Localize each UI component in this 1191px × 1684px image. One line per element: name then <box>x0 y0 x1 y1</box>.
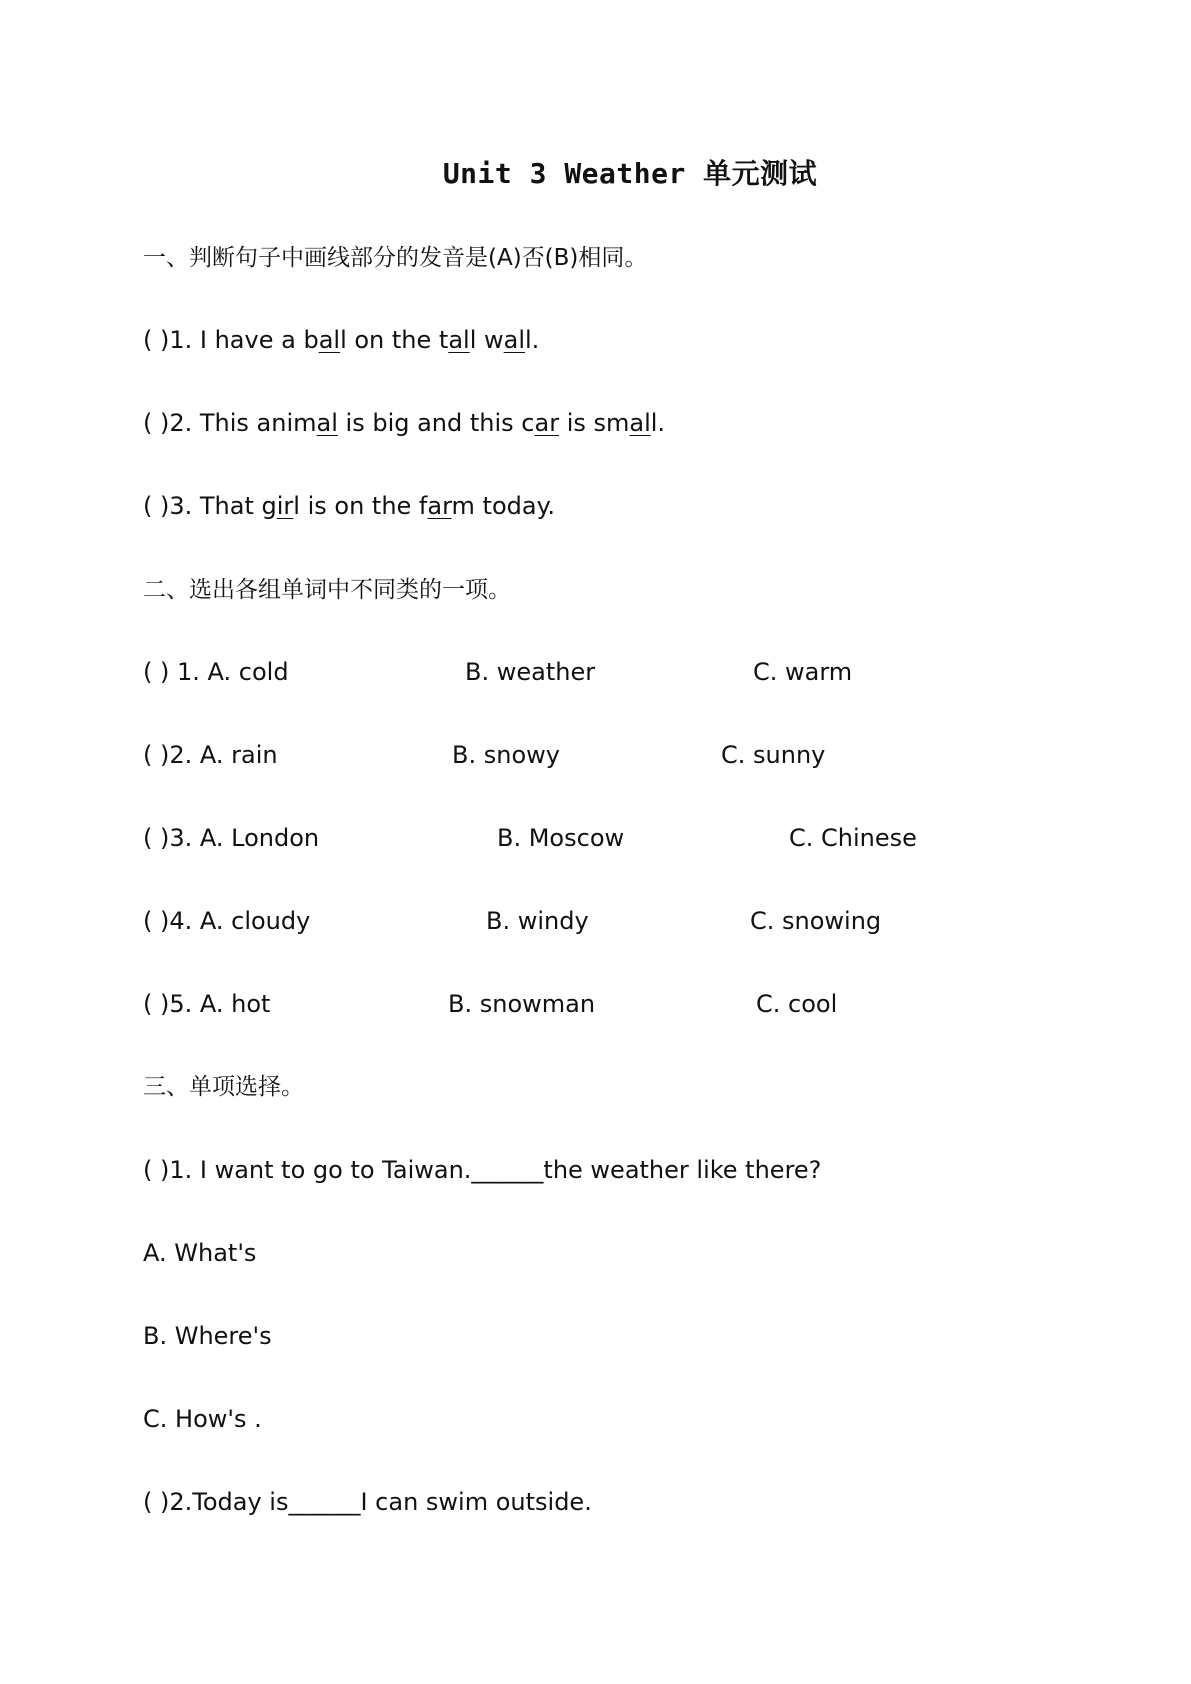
s2-row5-option-b: B. snowman <box>448 990 596 1018</box>
s1-q2-underline-3: al <box>629 409 651 437</box>
s1-question-3 <box>143 491 555 521</box>
s1-q2-underline-1: al <box>316 409 338 437</box>
s2-row5-option-c: C. cool <box>756 990 838 1018</box>
s1-q2-prefix: ( )2. This anim <box>143 409 317 437</box>
s1-q1-end: l. <box>525 326 540 354</box>
s1-q3-end: m today. <box>451 492 555 520</box>
s3-q1-option-a: A. What's <box>143 1239 257 1267</box>
s2-row2-option-b: B. snowy <box>452 741 560 769</box>
s2-row3-option-b: B. Moscow <box>497 824 625 852</box>
s2-row2-option-a: ( )2. A. rain <box>143 741 278 769</box>
s2-row5-option-a: ( )5. A. hot <box>143 990 271 1018</box>
section2-heading: 二、选出各组单词中不同类的一项。 <box>143 577 511 603</box>
s3-question-1: ( )1. I want to go to Taiwan.______the weather like there? <box>143 1156 822 1184</box>
s1-q2-underline-2: ar <box>534 409 560 437</box>
s1-q1-mid-1: l on the t <box>340 326 449 354</box>
s1-q3-underline-1: ir <box>276 492 294 520</box>
s2-row4-option-a: ( )4. A. cloudy <box>143 907 311 935</box>
section3-heading: 三、单项选择。 <box>143 1074 304 1100</box>
s2-row1-option-a: ( ) 1. A. cold <box>143 658 289 686</box>
s2-row4-option-c: C. snowing <box>750 907 882 935</box>
s1-q2-end: l. <box>650 409 666 437</box>
s1-q2-mid-1: is big and this c <box>337 409 535 437</box>
s2-row3-option-a: ( )3. A. London <box>143 824 320 852</box>
s3-q1-option-b: B. Where's <box>143 1322 272 1350</box>
s1-q3-prefix: ( )3. That g <box>143 492 277 520</box>
section1-heading: 一、判断句子中画线部分的发音是(A)否(B)相同。 <box>143 245 648 271</box>
s2-row4-option-b: B. windy <box>486 907 589 935</box>
s2-row1-option-b: B. weather <box>465 658 596 686</box>
s1-q1-underline-3: al <box>503 326 525 354</box>
s2-row3-option-c: C. Chinese <box>789 824 917 852</box>
s3-q1-option-c: C. How's . <box>143 1405 262 1433</box>
s1-q1-prefix: ( )1. I have a b <box>143 326 319 354</box>
s2-row1-option-c: C. warm <box>753 658 853 686</box>
s1-q3-underline-2: ar <box>427 492 452 520</box>
s1-q2-mid-2: is sm <box>559 409 630 437</box>
s1-q1-mid-2: l w <box>469 326 504 354</box>
s2-row2-option-c: C. sunny <box>721 741 826 769</box>
s3-question-2: ( )2.Today is______I can swim outside. <box>143 1488 592 1516</box>
s1-q3-mid-1: l is on the f <box>293 492 428 520</box>
s1-question-2 <box>143 408 665 438</box>
page-title: Unit 3 Weather 单元测试 <box>442 157 818 190</box>
s1-question-1 <box>143 325 539 355</box>
s1-q1-underline-1: al <box>318 326 341 354</box>
s1-q1-underline-2: al <box>448 326 470 354</box>
